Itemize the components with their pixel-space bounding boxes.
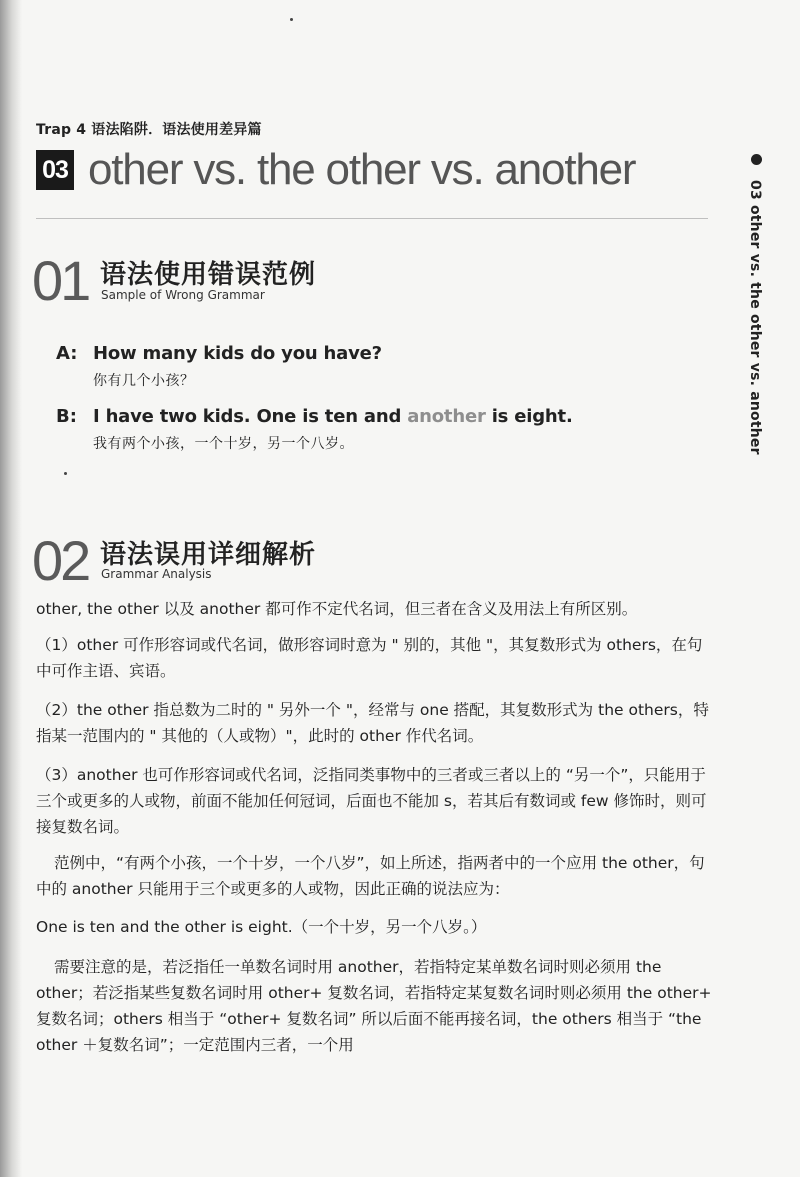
dialogue-speaker: A: xyxy=(56,343,78,364)
section-title-cn: 语法使用错误范例 xyxy=(100,260,317,290)
dialogue-text: I have two kids. One is ten and xyxy=(93,406,408,427)
section-title-en: Grammar Analysis xyxy=(101,567,212,581)
section-number: 01 xyxy=(32,249,89,312)
example-sentence: One is ten and the other is eight.（一个十岁，另一个八岁。） xyxy=(36,918,487,936)
dialogue-speaker: B: xyxy=(56,406,77,427)
dialogue-line-cn: 我有两个小孩，一个十岁，另一个八岁。 xyxy=(93,436,354,452)
page-binding-shadow xyxy=(0,0,22,1177)
paragraph: （1）other 可作形容词或代名词，做形容词时意为 " 别的，其他 "，其复数形式为 others，在句中可作主语、宾语。 xyxy=(36,636,703,680)
paragraph: 范例中，“有两个小孩，一个十岁，一个八岁”，如上所述，指两者中的一个应用 the other，句中的 another 只能用于三个或更多的人或物，因此正确的说法应为： xyxy=(36,854,705,898)
dialogue-line-en xyxy=(93,406,573,427)
paragraph: other, the other 以及 another 都可作不定代名词，但三者在含义及用法上有所区别。 xyxy=(36,600,638,618)
wrong-word-highlight: another xyxy=(407,406,486,427)
paragraph: 需要注意的是，若泛指任一单数名词时用 another，若指特定某单数名词时则必须用 the other；若泛指某些复数名词时用 other+ 复数名词，若指特定某复数名词时则必须用 the other+ 复数名词；others 相当于 “other+ 复数名词” 所以后面不能再接名词，the others 相当于 “the other ＋复数名词”；一定范围内三者，一个用 xyxy=(36,958,712,1054)
trap-label: Trap 4 语法陷阱．语法使用差异篇 xyxy=(36,122,262,138)
chapter-number-box: 03 xyxy=(36,150,74,190)
dialogue-text: is eight. xyxy=(485,406,573,427)
page-title xyxy=(36,145,636,194)
dialogue-line-en: How many kids do you have? xyxy=(93,343,382,364)
section-title-cn: 语法误用详细解析 xyxy=(100,540,317,570)
paragraph: （3）another 也可作形容词或代名词，泛指同类事物中的三者或三者以上的 “另一个”，只能用于三个或更多的人或物，前面不能加任何冠词，后面也不能加 s，若其后有数词或 few 修饰时，则可接复数名词。 xyxy=(36,766,707,836)
chapter-title: other vs. the other vs. another xyxy=(88,145,636,194)
print-speck xyxy=(64,472,67,475)
title-divider xyxy=(36,218,708,219)
paragraph: （2）the other 指总数为二时的 " 另外一个 "，经常与 one 搭配，其复数形式为 the others，特指某一范围内的 " 其他的（人或物）"，此时的 other 作代名词。 xyxy=(36,701,709,745)
print-speck xyxy=(290,18,293,21)
side-tab-label: 03 other vs. the other vs. another xyxy=(747,180,763,455)
side-tab-bullet-icon xyxy=(751,154,762,165)
section-number: 02 xyxy=(32,529,89,592)
dialogue-line-cn: 你有几个小孩？ xyxy=(93,373,195,389)
section-title-en: Sample of Wrong Grammar xyxy=(101,288,265,302)
